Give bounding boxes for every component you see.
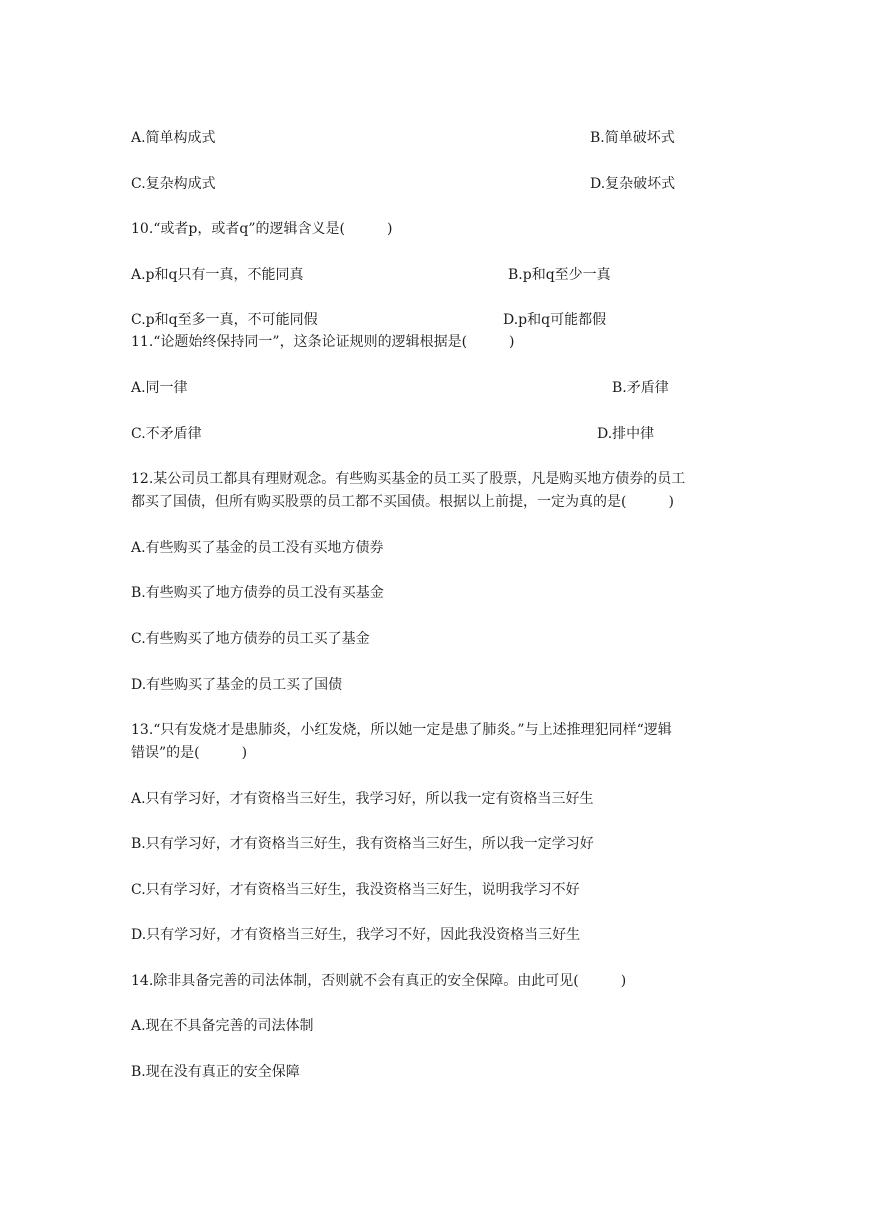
q13-option-a: A.只有学习好，才有资格当三好生，我学习好，所以我一定有资格当三好生 (131, 791, 594, 807)
q12-stem-line2: 都买了国债，但所有购买股票的员工都不买国债。根据以上前提，一定为真的是( ) (131, 494, 674, 510)
q12-option-b: B.有些购买了地方债券的员工没有买基金 (131, 585, 384, 601)
q13-option-d: D.只有学习好，才有资格当三好生，我学习不好，因此我没资格当三好生 (131, 927, 581, 943)
q10-option-d: D.p和q可能都假 (503, 312, 607, 328)
q11-stem: 11.“论题始终保持同一”，这条论证规则的逻辑根据是( ) (131, 334, 515, 350)
q10-stem: 10.“或者p，或者q”的逻辑含义是( ) (131, 221, 393, 237)
q9-option-b: B.简单破坏式 (590, 130, 675, 146)
q13-option-c: C.只有学习好，才有资格当三好生，我没资格当三好生，说明我学习不好 (131, 882, 580, 898)
q14-stem: 14.除非具备完善的司法体制，否则就不会有真正的安全保障。由此可见( ) (131, 973, 627, 989)
q11-option-a: A.同一律 (131, 380, 188, 396)
q12-stem-line1: 12.某公司员工都具有理财观念。有些购买基金的员工买了股票，凡是购买地方债券的员工 (131, 471, 686, 487)
q12-option-a: A.有些购买了基金的员工没有买地方债券 (131, 540, 384, 556)
q14-option-a: A.现在不具备完善的司法体制 (131, 1018, 314, 1034)
q13-option-b: B.只有学习好，才有资格当三好生，我有资格当三好生，所以我一定学习好 (131, 836, 594, 852)
q11-option-d: D.排中律 (597, 426, 655, 442)
q12-option-d: D.有些购买了基金的员工买了国债 (131, 677, 343, 693)
q11-option-b: B.矛盾律 (612, 380, 669, 396)
q9-option-a: A.简单构成式 (131, 130, 216, 146)
q9-option-d: D.复杂破坏式 (590, 176, 676, 192)
q9-option-c: C.复杂构成式 (131, 176, 216, 192)
q14-option-b: B.现在没有真正的安全保障 (131, 1064, 300, 1080)
q10-option-c: C.p和q至多一真，不可能同假 (131, 312, 318, 328)
q13-stem-line2: 错误”的是( ) (131, 745, 248, 761)
q12-option-c: C.有些购买了地方债券的员工买了基金 (131, 631, 370, 647)
q10-option-a: A.p和q只有一真，不能同真 (131, 267, 304, 283)
q11-option-c: C.不矛盾律 (131, 426, 202, 442)
q13-stem-line1: 13.“只有发烧才是患肺炎，小红发烧，所以她一定是患了肺炎。”与上述推理犯同样“逻辑 (131, 722, 672, 738)
q10-option-b: B.p和q至少一真 (508, 267, 611, 283)
